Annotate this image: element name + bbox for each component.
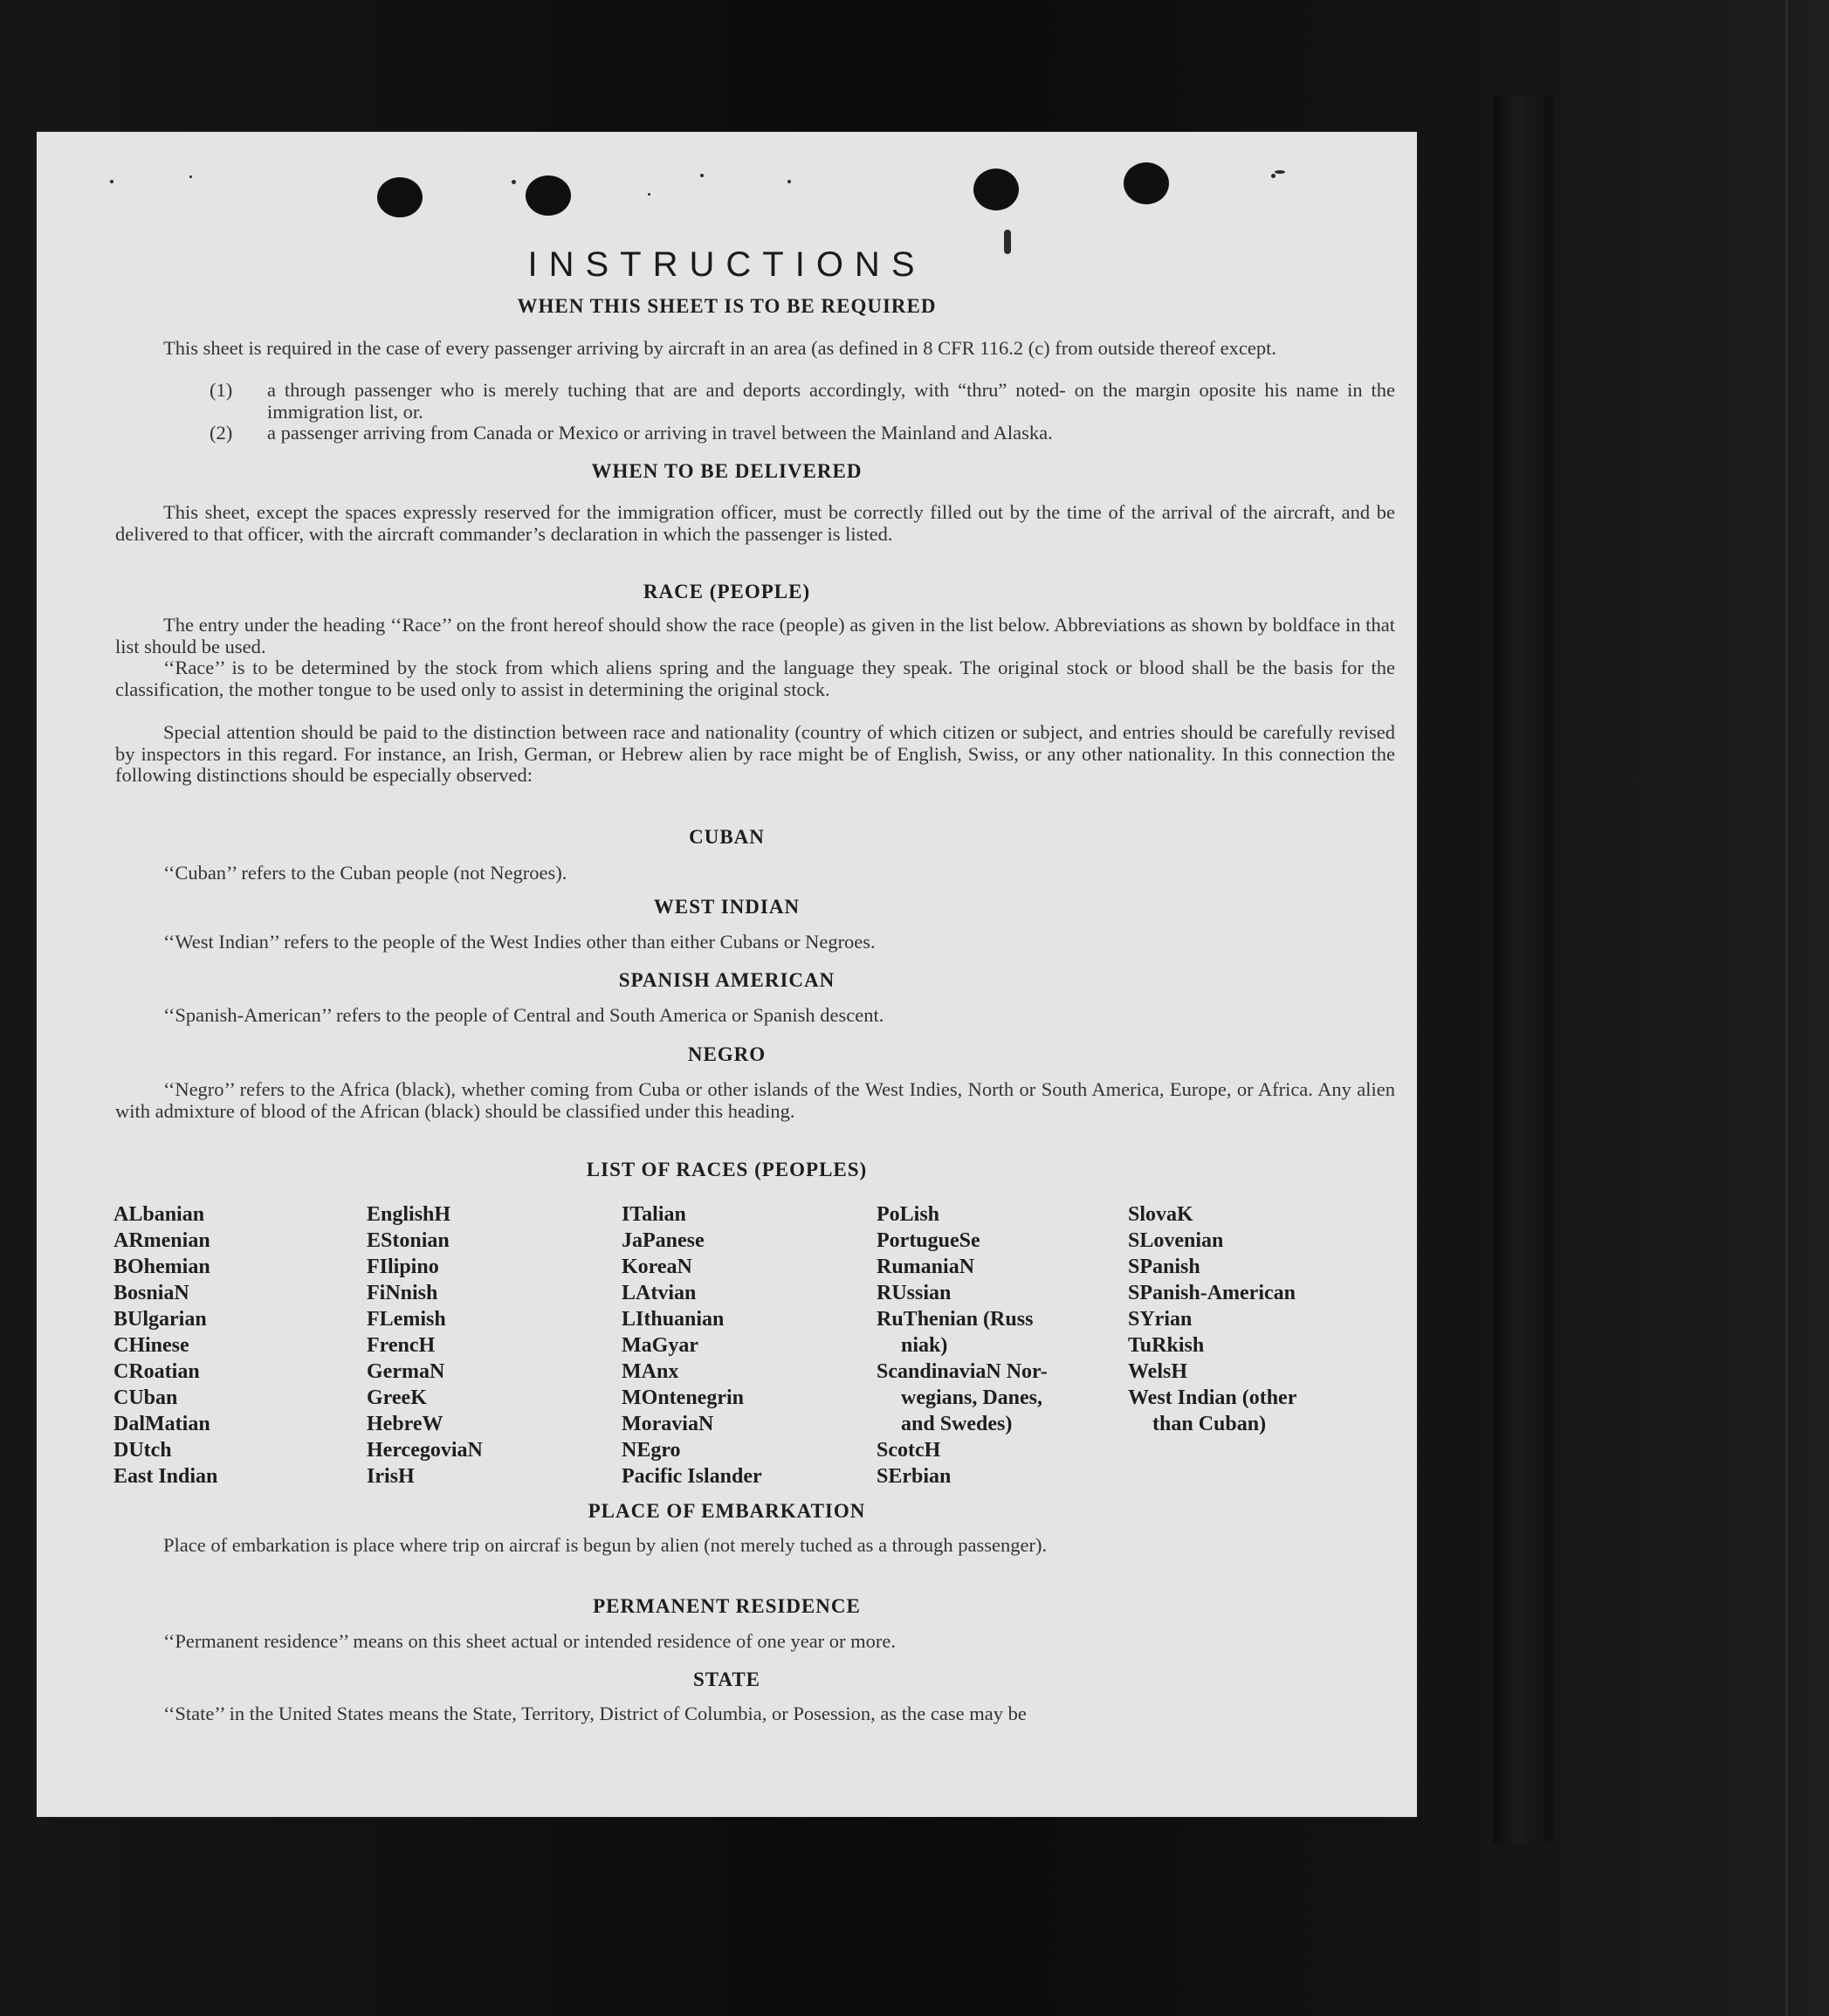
race-entry: SlovaK [1128, 1203, 1193, 1226]
item-text: a through passenger who is merely tuching that are and deports accordingly, with “thru” noted- on the margin oposite his name in the immigration list, or. [267, 379, 1395, 423]
race-entry: BosniaN [113, 1282, 189, 1304]
heading-when-delivered: WHEN TO BE DELIVERED [591, 460, 863, 482]
race-entry: MOntenegrin [622, 1386, 744, 1409]
heading-spanish-american: SPANISH AMERICAN [618, 969, 835, 991]
race-entry: ALbanian [113, 1203, 205, 1226]
speck [110, 180, 113, 183]
race-entry: GreeK [367, 1386, 427, 1409]
race-entry: ARmenian [113, 1229, 210, 1252]
punch-hole [1124, 162, 1169, 204]
paragraph-race-2: ‘‘Race’’ is to be determined by the stock from which aliens spring and the language they speak. The original stock or blood shall be the basis for the classification, the mother tongue to be used only to assist in determining the original stock. [115, 657, 1395, 700]
race-entry: CUban [113, 1386, 178, 1409]
race-entry: FiNnish [367, 1282, 438, 1304]
paragraph-cuban: ‘‘Cuban’’ refers to the Cuban people (not Negroes). [163, 862, 567, 884]
race-entry: BUlgarian [113, 1308, 207, 1331]
race-entry: DUtch [113, 1439, 172, 1462]
heading-negro: NEGRO [687, 1043, 767, 1065]
race-entry: FLemish [367, 1308, 446, 1331]
race-entry: IrisH [367, 1465, 415, 1488]
race-entry-continued: niak) [901, 1334, 948, 1357]
heading-list-of-races: LIST OF RACES (PEOPLES) [586, 1159, 868, 1180]
item-number: (2) [210, 422, 233, 444]
race-entry: ScotcH [877, 1439, 941, 1462]
list-item [210, 380, 1395, 423]
race-entry: TuRkish [1128, 1334, 1205, 1357]
paragraph-race-3: Special attention should be paid to the distinction between race and nationality (country of which citizen or subject, and entries should be carefully revised by inspectors in this regard. For instance, an Irish, German, or Hebrew alien by race might be of English, Swiss, or any other nationality. In this connection the following distinctions should be especially observed: [115, 721, 1395, 786]
race-entry: SPanish-American [1128, 1282, 1296, 1304]
race-entry-continued: and Swedes) [901, 1413, 1013, 1435]
heading-embarkation: PLACE OF EMBARKATION [588, 1500, 866, 1522]
race-entry: East Indian [113, 1465, 218, 1488]
list-item [210, 423, 1395, 444]
punch-hole [526, 175, 571, 216]
background-strip [1493, 96, 1554, 1842]
speck [1271, 174, 1275, 178]
races-column-2 [367, 1201, 483, 1490]
race-entry: SLovenian [1128, 1229, 1224, 1252]
speck [648, 193, 650, 196]
race-entry: SYrian [1128, 1308, 1193, 1331]
paragraph-negro: ‘‘Negro’’ refers to the Africa (black), whether coming from Cuba or other islands of the West Indies, North or South America, Europe, or Africa. Any alien with admixture of blood of the African (black) should be classified under this heading. [115, 1078, 1395, 1122]
item-number: (1) [210, 379, 233, 401]
document-sheet [37, 132, 1417, 1817]
races-column-1 [113, 1201, 217, 1490]
race-entry: FIlipino [367, 1256, 439, 1278]
speck [189, 175, 192, 178]
race-entry: CHinese [113, 1334, 189, 1357]
race-entry: ITalian [622, 1203, 686, 1226]
speck [1275, 170, 1285, 174]
races-column-5 [1128, 1201, 1296, 1437]
race-entry: ScandinaviaN Nor- [877, 1360, 1048, 1383]
speck [787, 180, 791, 183]
paragraph-when-required: This sheet is required in the case of every passenger arriving by aircraft in an area (as defined in 8 CFR 116.2 (c) from outside thereof except. [163, 337, 1276, 359]
race-entry: RUssian [877, 1282, 952, 1304]
race-entry: PortugueSe [877, 1229, 980, 1252]
races-column-3 [622, 1201, 762, 1490]
punch-hole [973, 169, 1019, 210]
page-title: INSTRUCTIONS [527, 245, 926, 284]
race-entry: HercegoviaN [367, 1439, 483, 1462]
race-entry: West Indian (other [1128, 1386, 1297, 1409]
heading-state: STATE [692, 1669, 760, 1690]
paragraph-when-delivered: This sheet, except the spaces expressly reserved for the immigration officer, must be correctly filled out by the time of the arrival of the aircraft, and be delivered to that officer, with the aircraft commander’s declaration in which the passenger is listed. [115, 501, 1395, 545]
race-entry: CRoatian [113, 1360, 200, 1383]
race-entry: WelsH [1128, 1360, 1188, 1383]
race-entry: EStonian [367, 1229, 450, 1252]
paragraph-embarkation: Place of embarkation is place where trip on aircraf is begun by alien (not merely tuched as a through passenger). [163, 1534, 1048, 1556]
item-text: a passenger arriving from Canada or Mexico or arriving in travel between the Mainland and Alaska. [267, 422, 1053, 444]
race-entry: DalMatian [113, 1413, 210, 1435]
race-entry: LAtvian [622, 1282, 697, 1304]
race-entry: FrencH [367, 1334, 436, 1357]
race-entry: SErbian [877, 1465, 952, 1488]
punch-hole [377, 177, 423, 217]
race-entry: MoraviaN [622, 1413, 714, 1435]
paragraph-residence: ‘‘Permanent residence’’ means on this sheet actual or intended residence of one year or more. [163, 1630, 897, 1652]
race-entry: LIthuanian [622, 1308, 725, 1331]
race-entry: JaPanese [622, 1229, 705, 1252]
speck [700, 174, 704, 177]
heading-west-indian: WEST INDIAN [653, 896, 801, 918]
heading-race: RACE (PEOPLE) [643, 581, 811, 602]
races-column-4 [877, 1201, 1048, 1490]
race-entry: PoLish [877, 1203, 940, 1226]
paragraph-spanish-american: ‘‘Spanish-American’’ refers to the people of Central and South America or Spanish descent. [163, 1004, 884, 1026]
frame-edge [1785, 0, 1788, 2016]
paragraph-west-indian: ‘‘West Indian’’ refers to the people of the West Indies other than either Cubans or Negroes. [163, 931, 876, 953]
race-entry: NEgro [622, 1439, 681, 1462]
race-entry: MAnx [622, 1360, 679, 1383]
race-entry-continued: than Cuban) [1152, 1413, 1267, 1435]
race-entry: MaGyar [622, 1334, 698, 1357]
heading-residence: PERMANENT RESIDENCE [593, 1595, 861, 1617]
paragraph-race-1: The entry under the heading ‘‘Race’’ on the front hereof should show the race (people) as given in the list below. Abbreviations as shown by boldface in that list should be used. [115, 614, 1395, 657]
race-entry: KoreaN [622, 1256, 692, 1278]
race-entry: HebreW [367, 1413, 443, 1435]
race-entry: GermaN [367, 1360, 445, 1383]
race-entry: Pacific Islander [622, 1465, 762, 1488]
race-entry: SPanish [1128, 1256, 1200, 1278]
race-entry: EnglishH [367, 1203, 451, 1226]
race-entry: RuThenian (Russ [877, 1308, 1034, 1331]
heading-when-required: WHEN THIS SHEET IS TO BE REQUIRED [517, 295, 937, 317]
race-entry: BOhemian [113, 1256, 210, 1278]
race-entry-continued: wegians, Danes, [901, 1386, 1043, 1409]
paragraph-state: ‘‘State’’ in the United States means the State, Territory, District of Columbia, or Posession, as the case may be [163, 1703, 1027, 1724]
heading-cuban: CUBAN [689, 826, 765, 848]
race-entry: RumaniaN [877, 1256, 975, 1278]
speck [512, 180, 516, 184]
